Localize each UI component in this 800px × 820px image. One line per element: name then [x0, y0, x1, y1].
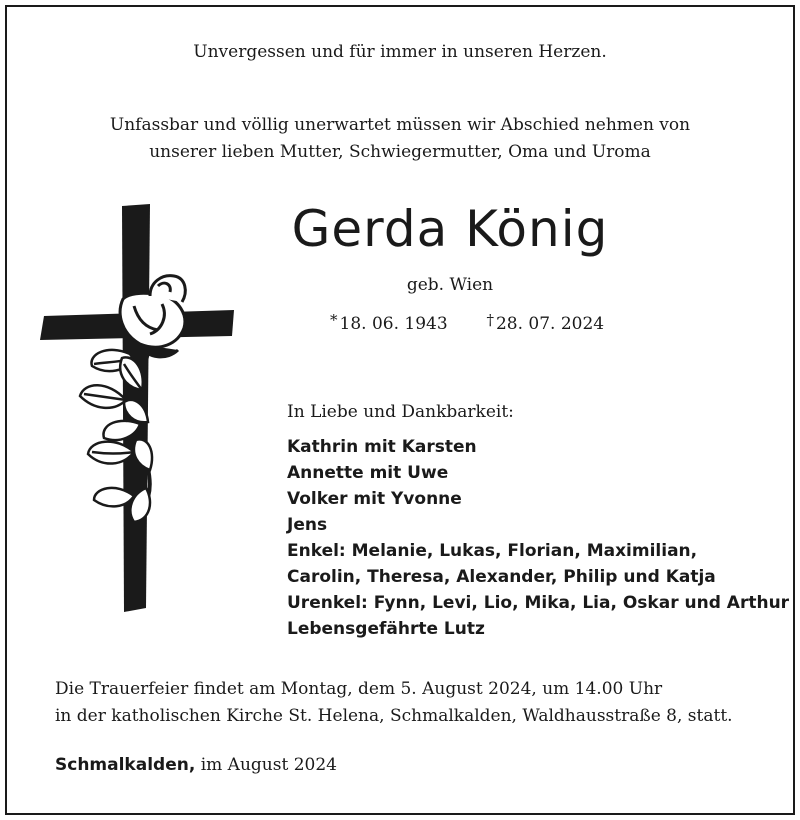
memorial-phrase: Unvergessen und für immer in unseren Herzen.	[193, 42, 607, 62]
birth-name: geb. Wien	[406, 275, 494, 295]
signature-date: im August 2024	[200, 755, 337, 775]
funeral-line-2: in der katholischen Kirche St. Helena, Schmalkalden, Waldhausstraße 8, statt.	[55, 706, 733, 726]
mourner-line: Urenkel: Fynn, Levi, Lio, Mika, Lia, Oskar und Arthur	[287, 593, 790, 613]
death-date: 28. 07. 2024	[495, 314, 605, 334]
cross-with-rose-icon	[38, 204, 238, 614]
mourner-line: Annette mit Uwe	[287, 463, 449, 483]
mourner-line: Jens	[287, 515, 328, 535]
place-and-date	[55, 755, 337, 775]
announcement-text	[0, 112, 800, 166]
death-symbol: †	[486, 311, 494, 329]
mourner-line: Carolin, Theresa, Alexander, Philip und Katja	[287, 567, 716, 587]
deceased-name: Gerda König	[291, 200, 609, 258]
life-dates	[330, 311, 605, 334]
mourner-line: Volker mit Yvonne	[287, 489, 462, 509]
funeral-info	[55, 676, 733, 730]
mourners-list	[287, 434, 789, 642]
mourner-line: Enkel: Melanie, Lukas, Florian, Maximilian,	[287, 541, 698, 561]
signature-place: Schmalkalden,	[55, 755, 196, 775]
birth-symbol: *	[330, 311, 338, 329]
announcement-line-2: unserer lieben Mutter, Schwiegermutter, Oma und Uroma	[149, 142, 651, 162]
birth-date: 18. 06. 1943	[339, 314, 448, 334]
mourner-line: Lebensgefährte Lutz	[287, 619, 485, 639]
announcement-line-1: Unfassbar und völlig unerwartet müssen wir Abschied nehmen von	[109, 115, 691, 135]
mourners-heading: In Liebe und Dankbarkeit:	[287, 402, 514, 422]
funeral-line-1: Die Trauerfeier findet am Montag, dem 5. August 2024, um 14.00 Uhr	[55, 679, 663, 699]
mourner-line: Kathrin mit Karsten	[287, 437, 477, 457]
